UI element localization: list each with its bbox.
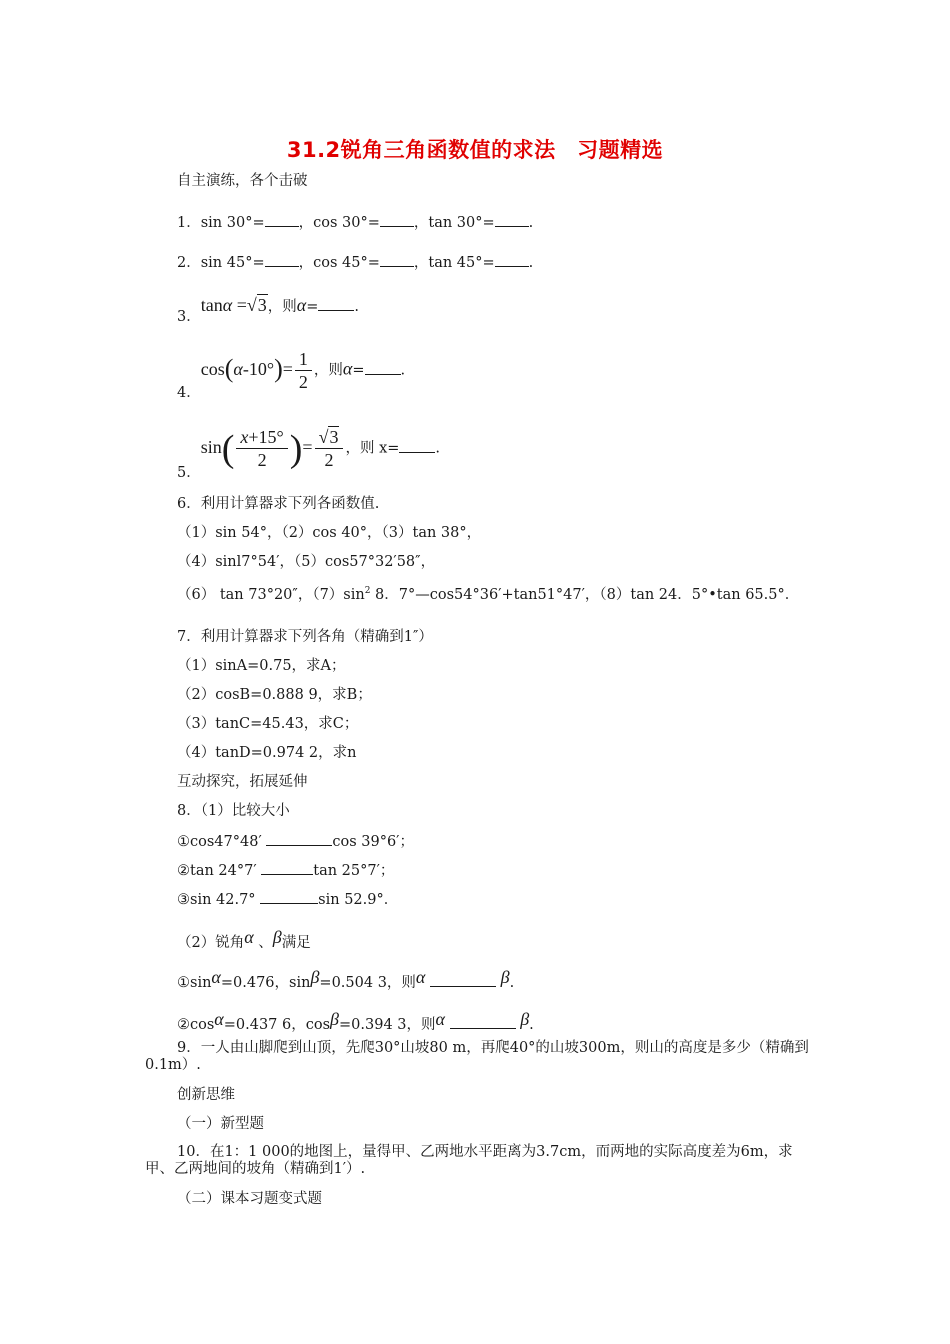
question-8-relation: ①sinα=0.476，sinβ=0.504 3，则α β. [177,967,515,991]
question-7-line: （4）tanD=0.974 2，求n [177,745,357,761]
question-6-stem: 6．利用计算器求下列各函数值. [177,496,380,512]
answer-blank [495,212,529,227]
answer-blank [399,438,435,453]
question-7-stem: 7．利用计算器求下列各角（精确到1″） [177,629,433,645]
question-4: 4．cos(α-10°)= $\frac{1}{2}$ ，则α= . [177,349,406,401]
answer-blank [380,212,414,227]
question-8-stem: 8．（1）比较大小 [177,803,290,819]
answer-blank [450,1014,516,1029]
fraction: $\frac{√3}{2}$ [315,426,344,471]
page-title: 31.2锐角三角函数值的求法 习题精选 [286,138,664,162]
question-8-compare: ③sin 42.7° sin 52.9°． [177,889,398,909]
answer-blank [265,252,299,267]
answer-blank [266,831,332,846]
question-8-part2: （2）锐角α 、β满足 [177,927,311,951]
section-heading: 自主演练，各个击破 [177,173,308,189]
fraction: $\frac{1}{2}$ [295,348,312,393]
subsection-heading: （一）新型题 [177,1116,264,1132]
question-3: 3．tanα =√3，则α= . [177,295,359,325]
fraction: $\frac{x+15^\circ}{2}$ [236,426,287,471]
question-10: 10．在1：1 000的地图上，量得甲、乙两地水平距离为3.7cm，而两地的实际高度差为6m，求甲、乙两地间的坡角（精确到1′）. [145,1144,793,1177]
subsection-heading: （二）课本习题变式题 [177,1191,322,1207]
question-1: 1．sin 30°= ，cos 30°= ，tan 30°= . [177,212,533,232]
question-8-compare: ①cos47°48′ cos 39°6′； [177,831,414,851]
math-formula: cos(α-10°)= $\frac{1}{2}$ [201,359,314,379]
answer-blank [318,296,354,311]
answer-blank [430,972,496,987]
answer-blank [495,252,529,267]
math-formula: sin( $\frac{x+15^\circ}{2}$ )= $\frac{√3}{2}$ [201,437,346,457]
question-9: 9．一人由山脚爬到山顶，先爬30°山坡80 m，再爬40°的山坡300m，则山的高度是多少（精确到0.1m）. [145,1040,809,1073]
question-7-line: （1）sinA=0.75，求A； [177,658,346,674]
question-6-line: （6） tan 73°20″，$(7)\sin^2$ 8．7°—cos54°36′+tan51°47′，（8）tan 24．5°•tan 65.5°． [177,586,800,603]
answer-blank [265,212,299,227]
answer-blank [261,860,313,875]
question-8-compare: ②tan 24°7′ tan 25°7′； [177,860,394,880]
sqrt-symbol: √3 [318,427,339,447]
question-8-relation: ②cosα=0.437 6，cosβ=0.394 3，则α β. [177,1009,534,1033]
question-5: 5．sin( $\frac{x+15^\circ}{2}$ )= $\frac{√3}{2}$ ，则 x= . [177,427,441,481]
question-6-line: （4）sinl7°54′，（5）cos57°32′58″， [177,554,436,570]
math-formula: tanα =√3 [200,295,267,315]
answer-blank [260,889,318,904]
question-6-line: （1）sin 54°，（2）cos 40°，（3）tan 38°， [177,525,482,541]
question-2: 2．sin 45°= ，cos 45°= ，tan 45°= . [177,252,533,272]
answer-blank [365,360,401,375]
section-heading: 互动探究，拓展延伸 [177,774,308,790]
question-7-line: （3）tanC=45.43，求C； [177,716,359,732]
section-heading: 创新思维 [177,1087,235,1103]
answer-blank [380,252,414,267]
question-7-line: （2）cosB=0.888 9，求B； [177,687,372,703]
sqrt-symbol: √3 [246,295,267,315]
